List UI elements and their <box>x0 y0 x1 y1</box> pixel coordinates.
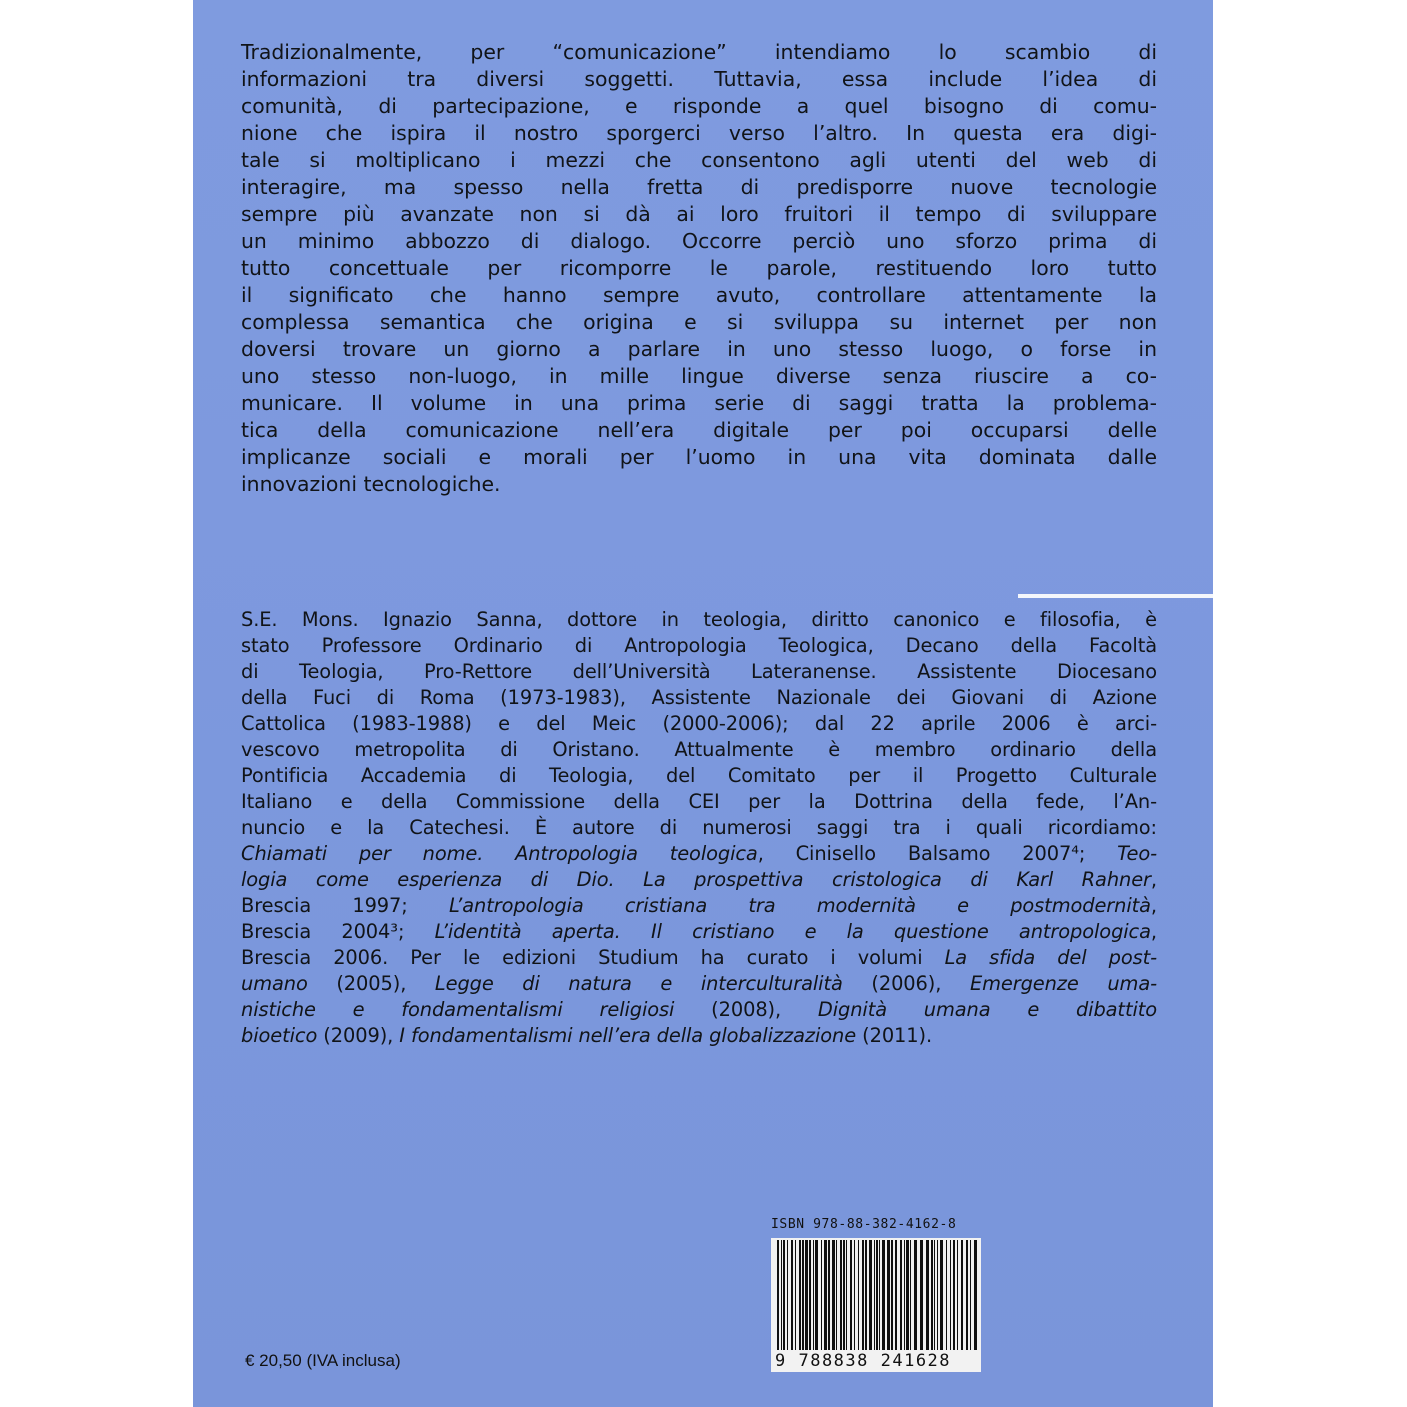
bio-text: (2011). <box>856 1024 933 1047</box>
bio-italic-text: Emergenze uma- <box>969 972 1157 995</box>
blurb-line: interagire, ma spesso nella fretta di predisporre nuove tecnologie <box>241 175 1157 199</box>
barcode-bar <box>858 1240 859 1364</box>
barcode-bar <box>970 1240 971 1364</box>
bio-italic-text: umano <box>241 972 308 995</box>
blurb-line: uno stesso non-luogo, in mille lingue diverse senza riuscire a co- <box>241 364 1157 388</box>
barcode-bar <box>957 1240 958 1364</box>
barcode-bar <box>946 1240 947 1364</box>
bio-line <box>241 893 1157 919</box>
barcode-bar <box>920 1240 923 1364</box>
blurb-line: nione che ispira il nostro sporgerci verso l’altro. In questa era digi- <box>241 121 1157 145</box>
bio-text: della Fuci di Roma (1973-1983), Assistente Nazionale dei Giovani di Azione <box>241 686 1157 709</box>
bio-line <box>241 685 1157 711</box>
barcode-bar <box>854 1240 855 1364</box>
barcode-bar <box>777 1240 779 1364</box>
barcode-bar <box>934 1240 935 1364</box>
divider-line <box>1018 594 1213 598</box>
bio-italic-text: nistiche e fondamentalismi religiosi <box>241 998 675 1021</box>
bio-line <box>241 841 1157 867</box>
barcode-bar <box>966 1240 968 1364</box>
blurb-line: doversi trovare un giorno a parlare in uno stesso luogo, o forse in <box>241 337 1157 361</box>
bio-line <box>241 867 1157 893</box>
bio-text: (2008), <box>674 998 818 1021</box>
blurb-line: tutto concettuale per ricomporre le parole, restituendo loro tutto <box>241 256 1157 280</box>
bio-line <box>241 659 1157 685</box>
barcode-bar <box>805 1240 808 1364</box>
barcode-bar <box>824 1240 827 1364</box>
bio-line <box>241 711 1157 737</box>
barcode-bar <box>887 1240 890 1364</box>
bio-text: S.E. Mons. Ignazio Sanna, dottore in teologia, diritto canonico e filosofia, è <box>241 608 1157 631</box>
barcode-bar <box>914 1240 917 1364</box>
barcode-bar <box>906 1240 909 1364</box>
bio-line <box>241 815 1157 841</box>
bio-line <box>241 1023 1157 1049</box>
bio-text: stato Professore Ordinario di Antropologia Teologica, Decano della Facoltà <box>241 634 1157 657</box>
barcode-bar <box>813 1240 814 1364</box>
bio-text: Pontificia Accademia di Teologia, del Comitato per il Progetto Culturale <box>241 764 1157 787</box>
barcode-bar <box>850 1240 852 1364</box>
barcode-bar <box>828 1240 830 1364</box>
barcode-bar <box>940 1240 943 1364</box>
barcode-bar <box>843 1240 845 1364</box>
barcode-bar <box>865 1240 867 1364</box>
blurb-line: tale si moltiplicano i mezzi che consentono agli utenti del web di <box>241 148 1157 172</box>
bio-text: Cattolica (1983-1988) e del Meic (2000-2006); dal 22 aprile 2006 è arci- <box>241 712 1157 735</box>
bio-text: di Teologia, Pro-Rettore dell’Università Lateranense. Assistente Diocesano <box>241 660 1157 683</box>
barcode-bar <box>795 1240 796 1364</box>
ean-digits: 9 788838 241628 <box>771 1350 981 1372</box>
isbn-label: ISBN 978-88-382-4162-8 <box>771 1217 957 1232</box>
bio-text: , <box>1150 920 1157 943</box>
bio-text: (2009), <box>317 1024 400 1047</box>
barcode-image <box>771 1238 981 1366</box>
barcode-bar <box>910 1240 911 1364</box>
bio-text: vescovo metropolita di Oristano. Attualmente è membro ordinario della <box>241 738 1157 761</box>
bio-text: , <box>1150 868 1157 891</box>
blurb-line: informazioni tra diversi soggetti. Tuttavia, essa include l’idea di <box>241 67 1157 91</box>
barcode-bar <box>836 1240 837 1364</box>
bio-text: Brescia 1997; <box>241 894 449 917</box>
barcode-bar <box>821 1240 822 1364</box>
barcode-bar <box>799 1240 801 1364</box>
barcode-bar <box>931 1240 933 1364</box>
bio-italic-text: Legge di natura e interculturalità <box>434 972 843 995</box>
barcode-bar <box>953 1240 955 1364</box>
barcode-bar <box>874 1240 875 1364</box>
blurb-line: comunità, di partecipazione, e risponde a quel bisogno di comu- <box>241 94 1157 118</box>
barcode-bar <box>809 1240 811 1364</box>
barcode-bar <box>904 1240 905 1364</box>
barcode-bar <box>862 1240 864 1364</box>
bio-line <box>241 997 1157 1023</box>
bio-italic-text: La sfida del post- <box>944 946 1157 969</box>
bio-line <box>241 789 1157 815</box>
barcode-bar <box>895 1240 897 1364</box>
bio-italic-text: bioetico <box>241 1024 318 1047</box>
bio-line <box>241 763 1157 789</box>
bio-text: Brescia 2004³; <box>241 920 435 943</box>
bio-italic-text: logia come esperienza di Dio. La prospettiva cristologica di Karl Rahner <box>241 868 1151 891</box>
bio-italic-text: Chiamati per nome. Antropologia teologica <box>241 842 758 865</box>
blurb-line: sempre più avanzate non si dà ai loro fruitori il tempo di sviluppare <box>241 202 1157 226</box>
barcode-bar <box>879 1240 880 1364</box>
barcode-bar <box>802 1240 804 1364</box>
barcode-bar <box>840 1240 842 1364</box>
bio-text: (2006), <box>842 972 970 995</box>
bio-text: Italiano e della Commissione della CEI per la Dottrina della fede, l’An- <box>241 790 1157 813</box>
blurb-line: il significato che hanno sempre avuto, controllare attentamente la <box>241 283 1157 307</box>
barcode-bar <box>787 1240 788 1364</box>
blurb-line: complessa semantica che origina e si sviluppa su internet per non <box>241 310 1157 334</box>
bio-line <box>241 633 1157 659</box>
barcode-bar <box>815 1240 818 1364</box>
blurb-line: un minimo abbozzo di dialogo. Occorre perciò uno sforzo prima di <box>241 229 1157 253</box>
barcode-bar <box>937 1240 938 1364</box>
blurb-line: municare. Il volume in una prima serie di saggi tratta la problema- <box>241 391 1157 415</box>
barcode-bar <box>791 1240 793 1364</box>
bio-italic-text: I fondamentalismi nell’era della globalizzazione <box>399 1024 857 1047</box>
barcode-bars <box>771 1238 981 1366</box>
barcode-bar <box>869 1240 872 1364</box>
book-back-cover <box>193 0 1213 1407</box>
barcode-bar <box>876 1240 878 1364</box>
bio-line <box>241 737 1157 763</box>
barcode-bar <box>974 1240 977 1364</box>
price-label: € 20,50 (IVA inclusa) <box>245 1351 401 1370</box>
barcode-bar <box>926 1240 929 1364</box>
barcode-bar <box>900 1240 902 1364</box>
bio-line <box>241 919 1157 945</box>
bio-italic-text: Teo- <box>1117 842 1157 865</box>
barcode-bar <box>781 1240 782 1364</box>
bio-text: nuncio e la Catechesi. È autore di numerosi saggi tra i quali ricordiamo: <box>241 816 1157 839</box>
barcode-bar <box>891 1240 893 1364</box>
barcode-bar <box>832 1240 835 1364</box>
barcode-bar <box>846 1240 847 1364</box>
bio-italic-text: L’identità aperta. Il cristiano e la questione antropologica <box>434 920 1151 943</box>
barcode-bar <box>950 1240 951 1364</box>
blurb-line: innovazioni tecnologiche. <box>241 472 501 496</box>
blurb-paragraph <box>241 39 1157 498</box>
bio-text: Brescia 2006. Per le edizioni Studium ha curato i volumi <box>241 946 945 969</box>
barcode-bar <box>961 1240 963 1364</box>
barcode-bar <box>783 1240 785 1364</box>
bio-line <box>241 945 1157 971</box>
blurb-line: implicanze sociali e morali per l’uomo in una vita dominata dalle <box>241 445 1157 469</box>
author-bio-paragraph <box>241 607 1157 1049</box>
bio-text: , <box>1150 894 1157 917</box>
bio-text: (2005), <box>307 972 435 995</box>
barcode-bar <box>882 1240 885 1364</box>
bio-italic-text: Dignità umana e dibattito <box>817 998 1157 1021</box>
bio-line <box>241 607 1157 633</box>
bio-italic-text: L’antropologia cristiana tra modernità e postmodernità <box>448 894 1151 917</box>
blurb-line: tica della comunicazione nell’era digitale per poi occuparsi delle <box>241 418 1157 442</box>
bio-line <box>241 971 1157 997</box>
bio-text: , Cinisello Balsamo 2007⁴; <box>757 842 1118 865</box>
blurb-line: Tradizionalmente, per “comunicazione” intendiamo lo scambio di <box>241 40 1157 64</box>
